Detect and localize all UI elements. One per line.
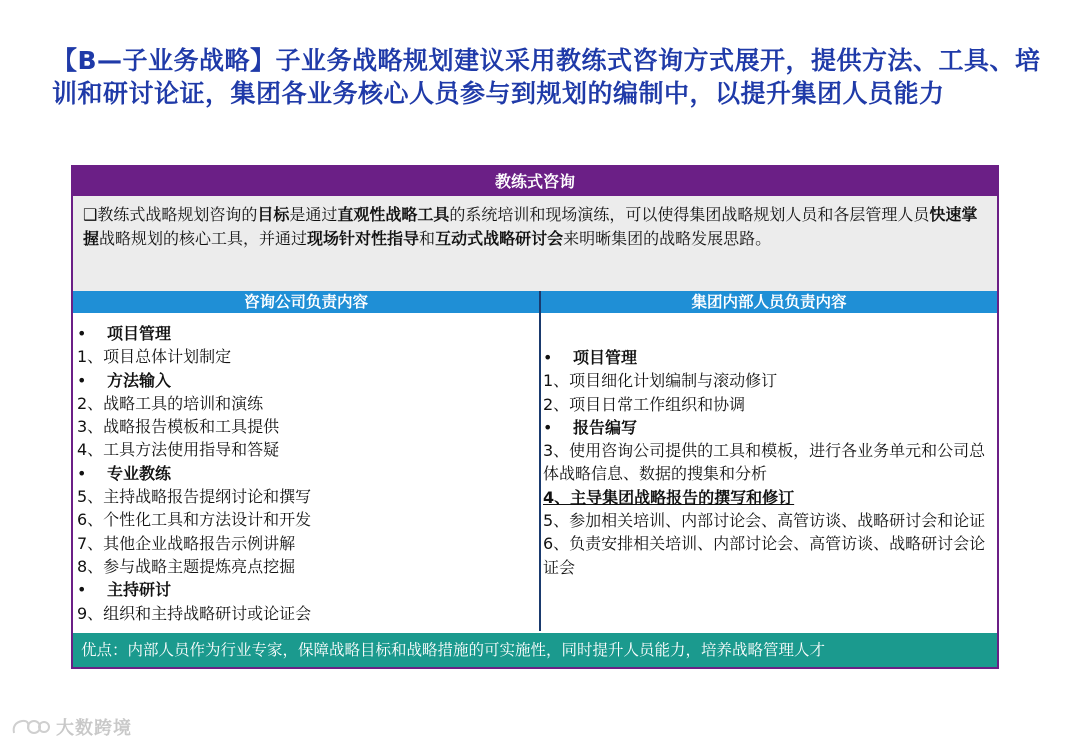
watermark xyxy=(10,712,132,742)
advantages-footer: 优点：内部人员作为行业专家，保障战略目标和战略措施的可实施性，同时提升人员能力，培养战略管理人才 xyxy=(73,633,997,667)
intro-emphasis: 直观性战略工具 xyxy=(337,205,450,224)
bullet-icon: • xyxy=(77,324,87,343)
list-item: 3、战略报告模板和工具提供 xyxy=(77,417,280,437)
section-heading xyxy=(77,369,537,392)
section-heading xyxy=(77,462,537,485)
bullet-icon: • xyxy=(77,580,87,600)
intro-text: 的系统培训和现场演练，可以使得集团战略规划人员和各层管理人员 xyxy=(449,205,930,224)
section-heading xyxy=(77,578,537,601)
checkbox-bullet-icon: ❑ xyxy=(83,205,98,224)
column-divider xyxy=(539,291,541,631)
intro-text: 战略规划的核心工具，并通过 xyxy=(99,229,308,248)
intro-emphasis: 快速掌握 xyxy=(83,205,978,248)
intro-text: 和 xyxy=(419,229,436,248)
right-column-header: 集团内部人员负责内容 xyxy=(541,291,997,313)
list-item: 2、战略工具的培训和演练 xyxy=(77,393,264,413)
list-item: 1、项目细化计划编制与滚动修订 xyxy=(543,371,778,391)
intro-emphasis: 现场针对性指导 xyxy=(307,229,420,248)
section-heading-label: 项目管理 xyxy=(573,348,638,367)
section-heading-label: 报告编写 xyxy=(573,417,638,437)
left-column-header: 咨询公司负责内容 xyxy=(73,291,539,313)
list-item: 5、参加相关培训、内部讨论会、高管访谈、战略研讨会和论证 xyxy=(543,511,986,531)
list-item: 2、项目日常工作组织和协调 xyxy=(543,394,746,414)
coaching-consulting-table xyxy=(71,165,999,669)
watermark-text: 大数跨境 xyxy=(56,718,132,739)
list-item: 7、其他企业战略报告示例讲解 xyxy=(77,533,296,553)
section-heading-label: 专业教练 xyxy=(107,463,172,483)
table-header: 教练式咨询 xyxy=(73,167,997,196)
page-title: 【B—子业务战略】子业务战略规划建议采用教练式咨询方式展开，提供方法、工具、培训和研讨论证，集团各业务核心人员参与到规划的编制中，以提升集团人员能力 xyxy=(52,46,1041,108)
bullet-icon: • xyxy=(543,417,553,437)
list-item: 6、负责安排相关培训、内部讨论会、高管访谈、战略研讨会论证会 xyxy=(543,534,986,577)
intro-paragraph xyxy=(73,196,997,291)
section-heading xyxy=(543,416,991,439)
bullet-icon: • xyxy=(543,348,553,367)
intro-text: 教练式战略规划咨询的 xyxy=(97,205,258,224)
list-item: 6、个性化工具和方法设计和开发 xyxy=(77,510,312,530)
intro-emphasis: 互动式战略研讨会 xyxy=(435,229,564,248)
list-item: 4、主导集团战略报告的撰写和修订 xyxy=(543,487,795,507)
intro-emphasis: 目标 xyxy=(257,205,290,224)
section-heading-label: 方法输入 xyxy=(107,370,172,390)
section-heading xyxy=(543,346,991,369)
section-heading-label: 项目管理 xyxy=(107,324,172,343)
consultant-responsibilities-list xyxy=(77,313,537,625)
list-item: 3、使用咨询公司提供的工具和模板，进行各业务单元和公司总体战略信息、数据的搜集和分析 xyxy=(543,441,986,484)
list-item: 8、参与战略主题提炼亮点挖掘 xyxy=(77,556,296,576)
intro-text: 是通过 xyxy=(289,205,338,224)
intro-text: 来明晰集团的战略发展思路。 xyxy=(563,229,772,248)
list-item: 1、项目总体计划制定 xyxy=(77,347,232,367)
section-heading-label: 主持研讨 xyxy=(107,580,172,600)
list-item: 9、组织和主持战略研讨或论证会 xyxy=(77,603,312,623)
section-heading xyxy=(77,322,537,345)
list-item: 4、工具方法使用指导和答疑 xyxy=(77,440,280,460)
list-item: 5、主持战略报告提纲讨论和撰写 xyxy=(77,487,312,507)
bullet-icon: • xyxy=(77,463,87,483)
bullet-icon: • xyxy=(77,370,87,390)
weibo-style-logo-icon xyxy=(10,715,50,739)
internal-staff-responsibilities-list xyxy=(543,313,991,579)
